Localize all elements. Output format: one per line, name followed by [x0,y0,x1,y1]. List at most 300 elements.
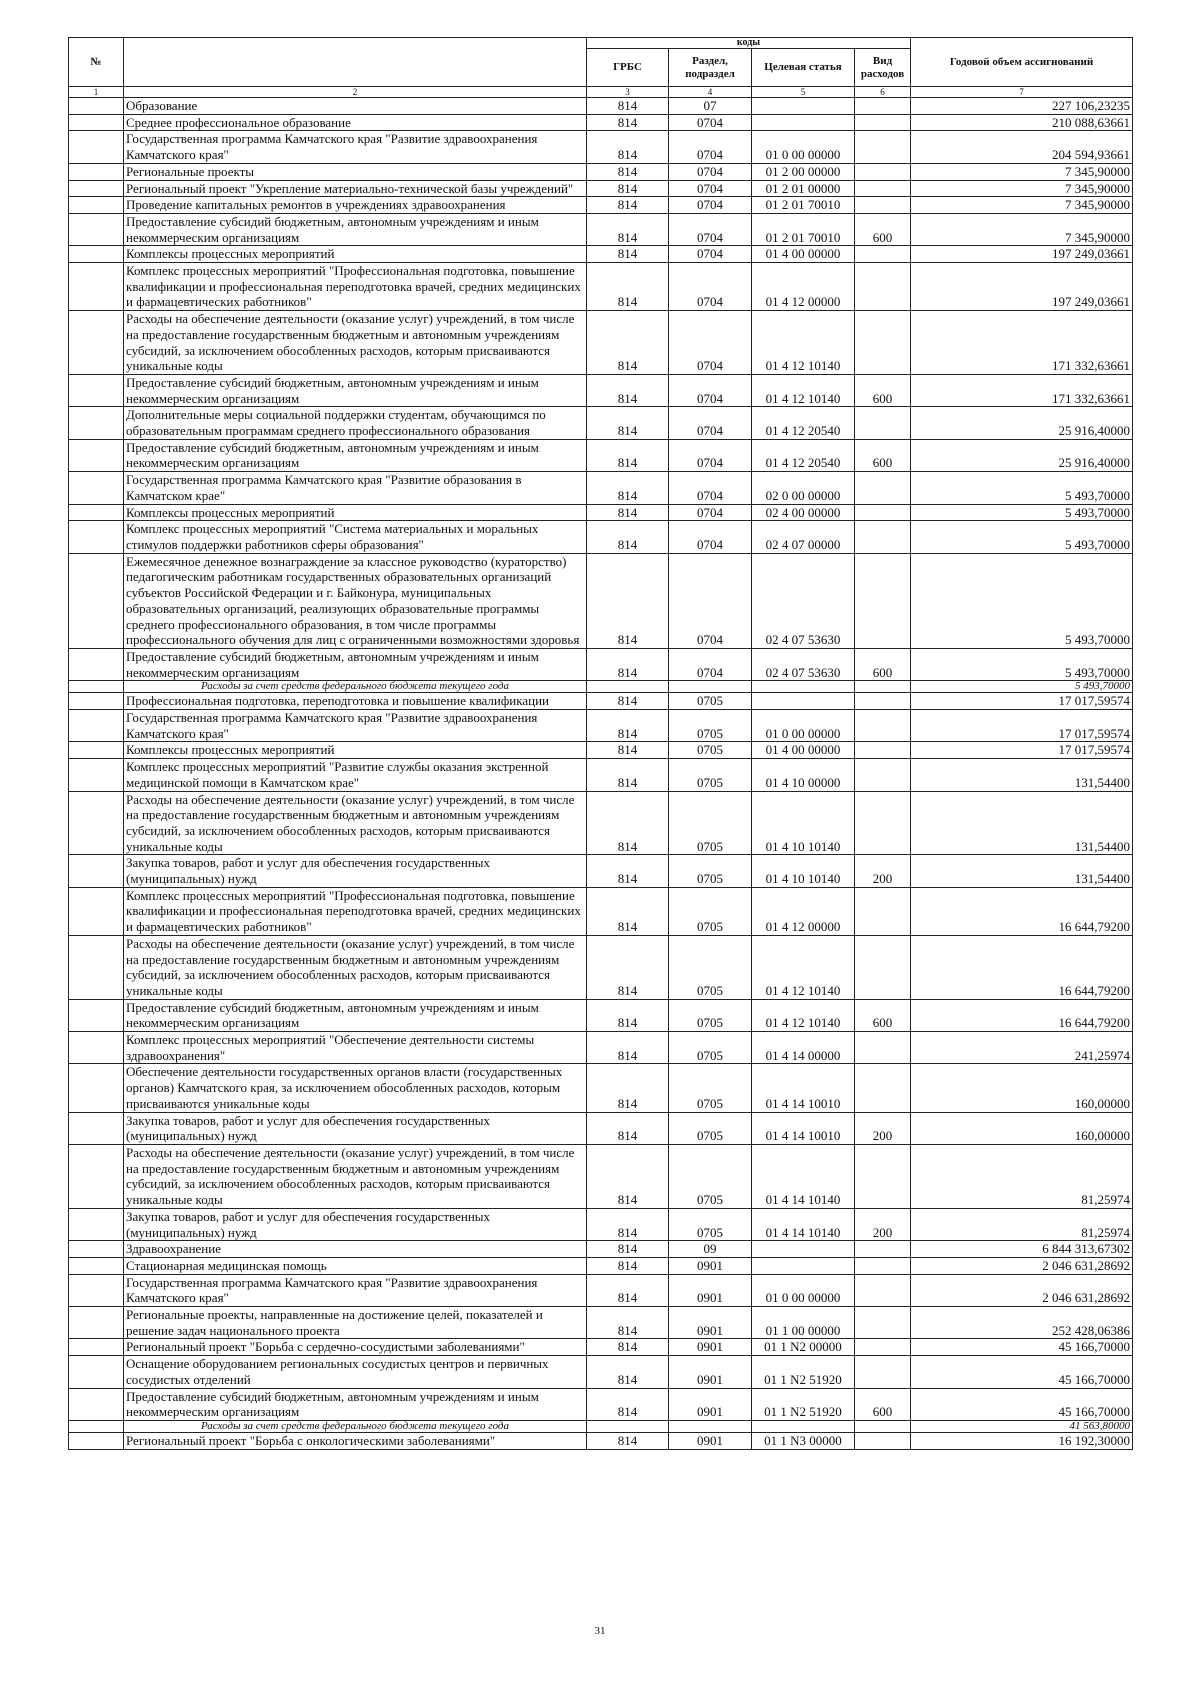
row-amount-cell: 5 493,70000 [911,472,1133,504]
federal-budget-row [69,681,1133,693]
table-row [69,131,1133,163]
row-target-cell: 02 4 07 00000 [752,521,855,553]
row-amount-cell: 7 345,90000 [911,197,1133,214]
row-grbs-cell: 814 [587,1241,669,1258]
table-row [69,374,1133,406]
row-amount-cell: 5 493,70000 [911,504,1133,521]
row-target-cell: 01 2 01 70010 [752,213,855,245]
row-amount-cell: 252 428,06386 [911,1307,1133,1339]
table-row [69,197,1133,214]
row-amount-cell: 5 493,70000 [911,553,1133,648]
table-row [69,1145,1133,1209]
row-number-cell [69,374,124,406]
row-number-cell [69,1432,124,1449]
row-name-cell: Расходы на обеспечение деятельности (оказание услуг) учреждений, в том числе на предоставление государственным бюджетным и автономным учреждениям субсидий, за исключением обособленных расходов, которым присваиваются уникальные коды [124,311,587,375]
row-target-cell: 01 1 00 00000 [752,1307,855,1339]
row-vid-cell [855,1064,911,1112]
header-section: Раздел, подраздел [669,49,752,87]
row-target-cell: 01 4 14 00000 [752,1032,855,1064]
row-section-cell: 0704 [669,504,752,521]
row-number-cell [69,759,124,791]
row-name-cell: Закупка товаров, работ и услуг для обеспечения государственных (муниципальных) нужд [124,1112,587,1144]
row-number-cell [69,681,124,693]
row-vid-cell [855,791,911,855]
row-grbs-cell: 814 [587,98,669,115]
table-row [69,1208,1133,1240]
row-number-cell [69,648,124,680]
table-row [69,1356,1133,1388]
page-number: 31 [594,1625,606,1637]
row-grbs-cell: 814 [587,1339,669,1356]
row-name-cell: Региональные проекты [124,163,587,180]
row-name-cell: Стационарная медицинская помощь [124,1257,587,1274]
header-grbs: ГРБС [587,49,669,87]
row-target-cell: 01 0 00 00000 [752,131,855,163]
row-grbs-cell: 814 [587,1307,669,1339]
table-row [69,1339,1133,1356]
row-grbs-cell: 814 [587,374,669,406]
row-amount-cell: 81,25974 [911,1208,1133,1240]
row-vid-cell: 600 [855,213,911,245]
row-number-cell [69,472,124,504]
row-name-cell: Региональный проект "Борьба с сердечно-сосудистыми заболеваниями" [124,1339,587,1356]
table-row [69,1307,1133,1339]
row-number-cell [69,935,124,999]
row-grbs-cell: 814 [587,1112,669,1144]
row-grbs-cell: 814 [587,1208,669,1240]
row-name-cell: Предоставление субсидий бюджетным, автономным учреждениям и иным некоммерческим организациям [124,374,587,406]
row-target-cell [752,1257,855,1274]
row-grbs-cell: 814 [587,1432,669,1449]
row-vid-cell [855,1307,911,1339]
row-name-cell: Образование [124,98,587,115]
row-name-cell: Расходы на обеспечение деятельности (оказание услуг) учреждений, в том числе на предоставление государственным бюджетным и автономным учреждениям субсидий, за исключением обособленных расходов, которым присваиваются уникальные коды [124,1145,587,1209]
row-section-cell: 0901 [669,1257,752,1274]
table-row [69,263,1133,311]
row-target-cell: 01 0 00 00000 [752,1274,855,1306]
row-amount-cell: 45 166,70000 [911,1356,1133,1388]
row-grbs-cell: 814 [587,131,669,163]
row-name-cell: Комплексы процессных мероприятий [124,246,587,263]
table-row [69,693,1133,710]
row-name-cell: Государственная программа Камчатского края "Развитие здравоохранения Камчатского края" [124,710,587,742]
table-row [69,439,1133,471]
row-amount-cell: 210 088,63661 [911,114,1133,131]
table-row [69,887,1133,935]
row-vid-cell [855,1257,911,1274]
row-grbs-cell: 814 [587,504,669,521]
row-section-cell [669,1420,752,1432]
table-row [69,759,1133,791]
row-name-cell: Закупка товаров, работ и услуг для обеспечения государственных (муниципальных) нужд [124,855,587,887]
row-amount-cell: 41 563,80000 [911,1420,1133,1432]
row-name-cell: Комплекс процессных мероприятий "Профессиональная подготовка, повышение квалификации и профессиональная переподготовка врачей, средних медицинских и фармацевтических работников" [124,263,587,311]
row-grbs-cell: 814 [587,710,669,742]
row-amount-cell: 171 332,63661 [911,311,1133,375]
row-target-cell [752,1241,855,1258]
row-section-cell: 0901 [669,1307,752,1339]
row-number-cell [69,1356,124,1388]
row-amount-cell: 5 493,70000 [911,681,1133,693]
col-number: 6 [855,87,911,98]
row-amount-cell: 241,25974 [911,1032,1133,1064]
row-vid-cell [855,114,911,131]
budget-table [68,37,1133,1450]
row-name-cell: Предоставление субсидий бюджетным, автономным учреждениям и иным некоммерческим организациям [124,213,587,245]
row-number-cell [69,114,124,131]
row-section-cell: 0705 [669,791,752,855]
row-number-cell [69,1274,124,1306]
row-grbs-cell: 814 [587,163,669,180]
row-section-cell: 0704 [669,263,752,311]
row-vid-cell: 200 [855,855,911,887]
row-section-cell: 0705 [669,710,752,742]
row-name-cell: Расходы за счет средств федерального бюджета текущего года [124,1420,587,1432]
federal-budget-row [69,1420,1133,1432]
row-section-cell: 0704 [669,553,752,648]
row-section-cell: 0704 [669,311,752,375]
row-target-cell: 01 2 01 70010 [752,197,855,214]
row-amount-cell: 81,25974 [911,1145,1133,1209]
row-section-cell: 0705 [669,999,752,1031]
row-grbs-cell: 814 [587,1274,669,1306]
row-vid-cell [855,759,911,791]
row-vid-cell [855,246,911,263]
row-number-cell [69,439,124,471]
col-number: 3 [587,87,669,98]
row-number-cell [69,163,124,180]
row-section-cell: 0705 [669,742,752,759]
row-target-cell: 02 4 00 00000 [752,504,855,521]
row-grbs-cell: 814 [587,1145,669,1209]
row-number-cell [69,1420,124,1432]
row-section-cell [669,681,752,693]
row-amount-cell: 45 166,70000 [911,1388,1133,1420]
header-name [124,38,587,87]
table-row [69,163,1133,180]
row-name-cell: Комплекс процессных мероприятий "Развитие службы оказания экстренной медицинской помощи в Камчатском крае" [124,759,587,791]
table-row [69,311,1133,375]
row-name-cell: Расходы за счет средств федерального бюджета текущего года [124,681,587,693]
row-section-cell: 0705 [669,759,752,791]
table-row [69,1112,1133,1144]
table-body [69,98,1133,1450]
row-vid-cell: 200 [855,1208,911,1240]
row-target-cell: 01 4 12 10140 [752,999,855,1031]
row-amount-cell: 17 017,59574 [911,693,1133,710]
row-amount-cell: 6 844 313,67302 [911,1241,1133,1258]
row-vid-cell [855,1420,911,1432]
row-section-cell: 0704 [669,407,752,439]
row-number-cell [69,98,124,115]
row-name-cell: Предоставление субсидий бюджетным, автономным учреждениям и иным некоммерческим организациям [124,439,587,471]
row-number-cell [69,693,124,710]
table-row [69,553,1133,648]
row-target-cell: 01 1 N2 51920 [752,1356,855,1388]
row-target-cell: 01 4 12 20540 [752,439,855,471]
row-number-cell [69,1241,124,1258]
row-amount-cell: 160,00000 [911,1112,1133,1144]
row-vid-cell [855,131,911,163]
row-vid-cell [855,710,911,742]
row-grbs-cell: 814 [587,887,669,935]
row-vid-cell [855,407,911,439]
row-number-cell [69,407,124,439]
row-amount-cell: 16 644,79200 [911,999,1133,1031]
row-section-cell: 0901 [669,1388,752,1420]
row-number-cell [69,263,124,311]
row-name-cell: Среднее профессиональное образование [124,114,587,131]
row-name-cell: Проведение капитальных ремонтов в учреждениях здравоохранения [124,197,587,214]
table-row [69,791,1133,855]
col-number: 5 [752,87,855,98]
row-amount-cell: 131,54400 [911,791,1133,855]
row-section-cell: 0901 [669,1274,752,1306]
table-row [69,114,1133,131]
row-section-cell: 0901 [669,1356,752,1388]
row-section-cell: 0705 [669,935,752,999]
row-grbs-cell: 814 [587,553,669,648]
row-name-cell: Комплекс процессных мероприятий "Система материальных и моральных стимулов поддержки работников сферы образования" [124,521,587,553]
table-row [69,98,1133,115]
row-amount-cell: 16 644,79200 [911,887,1133,935]
row-amount-cell: 131,54400 [911,759,1133,791]
row-name-cell: Региональный проект "Укрепление материально-технической базы учреждений" [124,180,587,197]
row-vid-cell [855,1356,911,1388]
row-target-cell: 01 4 14 10140 [752,1145,855,1209]
row-grbs-cell: 814 [587,935,669,999]
row-grbs-cell: 814 [587,263,669,311]
row-number-cell [69,855,124,887]
row-grbs-cell: 814 [587,1032,669,1064]
row-section-cell: 09 [669,1241,752,1258]
row-vid-cell [855,311,911,375]
col-number: 2 [124,87,587,98]
row-name-cell: Предоставление субсидий бюджетным, автономным учреждениям и иным некоммерческим организациям [124,999,587,1031]
row-target-cell [752,681,855,693]
row-grbs-cell: 814 [587,439,669,471]
row-target-cell: 01 4 12 00000 [752,263,855,311]
row-target-cell: 01 4 12 20540 [752,407,855,439]
row-grbs-cell: 814 [587,1257,669,1274]
row-name-cell: Здравоохранение [124,1241,587,1258]
row-grbs-cell [587,1420,669,1432]
row-amount-cell: 227 106,23235 [911,98,1133,115]
row-number-cell [69,1388,124,1420]
row-amount-cell: 7 345,90000 [911,213,1133,245]
row-amount-cell: 197 249,03661 [911,263,1133,311]
row-vid-cell: 600 [855,1388,911,1420]
row-name-cell: Комплексы процессных мероприятий [124,504,587,521]
row-target-cell: 01 2 01 00000 [752,180,855,197]
row-grbs-cell [587,681,669,693]
row-target-cell: 01 4 14 10010 [752,1064,855,1112]
row-vid-cell [855,197,911,214]
row-amount-cell: 5 493,70000 [911,521,1133,553]
row-target-cell: 01 4 00 00000 [752,246,855,263]
row-number-cell [69,180,124,197]
row-target-cell [752,693,855,710]
row-vid-cell [855,553,911,648]
row-section-cell: 0705 [669,1112,752,1144]
row-name-cell: Ежемесячное денежное вознаграждение за классное руководство (кураторство) педагогическим работникам государственных образовательных организаций субъектов Российской Федерации и г. Байконура, муниципальных образовательных организаций, реализующих образовательные программы среднего профессионального образования, в том числе программы профессионального обучения для лиц с ограниченными возможностями здоровья [124,553,587,648]
row-target-cell: 02 0 00 00000 [752,472,855,504]
header-codes: коды [587,38,911,49]
row-grbs-cell: 814 [587,742,669,759]
row-number-cell [69,521,124,553]
col-number: 1 [69,87,124,98]
row-name-cell: Расходы на обеспечение деятельности (оказание услуг) учреждений, в том числе на предоставление государственным бюджетным и автономным учреждениям субсидий, за исключением обособленных расходов, которым присваиваются уникальные коды [124,791,587,855]
row-target-cell: 01 4 10 10140 [752,791,855,855]
row-section-cell: 0704 [669,114,752,131]
row-vid-cell: 200 [855,1112,911,1144]
row-vid-cell: 600 [855,648,911,680]
row-grbs-cell: 814 [587,521,669,553]
row-number-cell [69,131,124,163]
row-grbs-cell: 814 [587,114,669,131]
row-section-cell: 0704 [669,163,752,180]
row-vid-cell [855,887,911,935]
row-section-cell: 0901 [669,1339,752,1356]
row-name-cell: Закупка товаров, работ и услуг для обеспечения государственных (муниципальных) нужд [124,1208,587,1240]
row-amount-cell: 7 345,90000 [911,180,1133,197]
row-target-cell: 01 0 00 00000 [752,710,855,742]
row-vid-cell [855,693,911,710]
row-name-cell: Государственная программа Камчатского края "Развитие здравоохранения Камчатского края" [124,1274,587,1306]
row-vid-cell [855,1432,911,1449]
row-vid-cell [855,98,911,115]
row-name-cell: Комплексы процессных мероприятий [124,742,587,759]
table-row [69,1388,1133,1420]
row-grbs-cell: 814 [587,1064,669,1112]
row-amount-cell: 17 017,59574 [911,710,1133,742]
row-amount-cell: 25 916,40000 [911,407,1133,439]
row-grbs-cell: 814 [587,213,669,245]
row-section-cell: 0705 [669,855,752,887]
table-row [69,1432,1133,1449]
row-target-cell: 01 4 12 10140 [752,311,855,375]
row-name-cell: Комплекс процессных мероприятий "Обеспечение деятельности системы здравоохранения" [124,1032,587,1064]
row-vid-cell: 600 [855,374,911,406]
row-amount-cell: 2 046 631,28692 [911,1274,1133,1306]
row-vid-cell [855,1274,911,1306]
table-row [69,246,1133,263]
header-annual: Годовой объем ассигнований [911,38,1133,87]
row-section-cell: 0705 [669,1032,752,1064]
header-no: № [69,38,124,87]
row-amount-cell: 204 594,93661 [911,131,1133,163]
row-grbs-cell: 814 [587,180,669,197]
row-amount-cell: 17 017,59574 [911,742,1133,759]
row-target-cell [752,1420,855,1432]
table-row [69,710,1133,742]
row-number-cell [69,1064,124,1112]
row-number-cell [69,1145,124,1209]
row-name-cell: Региональные проекты, направленные на достижение целей, показателей и решение задач национального проекта [124,1307,587,1339]
row-section-cell: 0704 [669,374,752,406]
header-target: Целевая статья [752,49,855,87]
row-amount-cell: 160,00000 [911,1064,1133,1112]
row-grbs-cell: 814 [587,1388,669,1420]
row-amount-cell: 5 493,70000 [911,648,1133,680]
row-amount-cell: 16 192,30000 [911,1432,1133,1449]
row-vid-cell [855,521,911,553]
table-row [69,472,1133,504]
row-vid-cell [855,472,911,504]
table-row [69,935,1133,999]
table-row [69,521,1133,553]
row-target-cell: 01 1 N3 00000 [752,1432,855,1449]
header-exp-type: Вид расходов [855,49,911,87]
row-section-cell: 0705 [669,1208,752,1240]
row-number-cell [69,504,124,521]
table-row [69,504,1133,521]
row-grbs-cell: 814 [587,999,669,1031]
table-row [69,1032,1133,1064]
table-row [69,1241,1133,1258]
row-name-cell: Предоставление субсидий бюджетным, автономным учреждениям и иным некоммерческим организациям [124,648,587,680]
table-row [69,999,1133,1031]
row-vid-cell [855,1241,911,1258]
row-number-cell [69,1257,124,1274]
row-amount-cell: 171 332,63661 [911,374,1133,406]
table-row [69,648,1133,680]
row-amount-cell: 2 046 631,28692 [911,1257,1133,1274]
row-target-cell: 01 2 00 00000 [752,163,855,180]
row-vid-cell [855,504,911,521]
row-amount-cell: 16 644,79200 [911,935,1133,999]
row-number-cell [69,791,124,855]
row-section-cell: 07 [669,98,752,115]
row-grbs-cell: 814 [587,855,669,887]
row-name-cell: Оснащение оборудованием региональных сосудистых центров и первичных сосудистых отделений [124,1356,587,1388]
row-section-cell: 0704 [669,197,752,214]
row-target-cell: 01 1 N2 51920 [752,1388,855,1420]
table-row [69,742,1133,759]
row-name-cell: Расходы на обеспечение деятельности (оказание услуг) учреждений, в том числе на предоставление государственным бюджетным и автономным учреждениям субсидий, за исключением обособленных расходов, которым присваиваются уникальные коды [124,935,587,999]
row-target-cell: 01 4 12 10140 [752,935,855,999]
table-row [69,1257,1133,1274]
row-grbs-cell: 814 [587,693,669,710]
row-section-cell: 0705 [669,1064,752,1112]
row-target-cell: 01 4 14 10140 [752,1208,855,1240]
row-vid-cell [855,263,911,311]
row-grbs-cell: 814 [587,648,669,680]
row-target-cell: 01 4 10 10140 [752,855,855,887]
row-section-cell: 0705 [669,887,752,935]
row-name-cell: Обеспечение деятельности государственных органов власти (государственных органов) Камчатского края, за исключением обособленных расходов, которым присваиваются уникальные коды [124,1064,587,1112]
row-target-cell: 01 4 10 00000 [752,759,855,791]
table-row [69,213,1133,245]
row-grbs-cell: 814 [587,791,669,855]
row-section-cell: 0704 [669,521,752,553]
row-section-cell: 0704 [669,180,752,197]
row-grbs-cell: 814 [587,1356,669,1388]
row-vid-cell: 600 [855,999,911,1031]
row-section-cell: 0704 [669,246,752,263]
row-target-cell: 02 4 07 53630 [752,648,855,680]
row-section-cell: 0704 [669,472,752,504]
row-target-cell: 01 4 14 10010 [752,1112,855,1144]
row-name-cell: Профессиональная подготовка, переподготовка и повышение квалификации [124,693,587,710]
row-grbs-cell: 814 [587,246,669,263]
row-name-cell: Государственная программа Камчатского края "Развитие образования в Камчатском крае" [124,472,587,504]
row-grbs-cell: 814 [587,311,669,375]
row-vid-cell [855,163,911,180]
col-number: 4 [669,87,752,98]
table-row [69,407,1133,439]
col-number: 7 [911,87,1133,98]
